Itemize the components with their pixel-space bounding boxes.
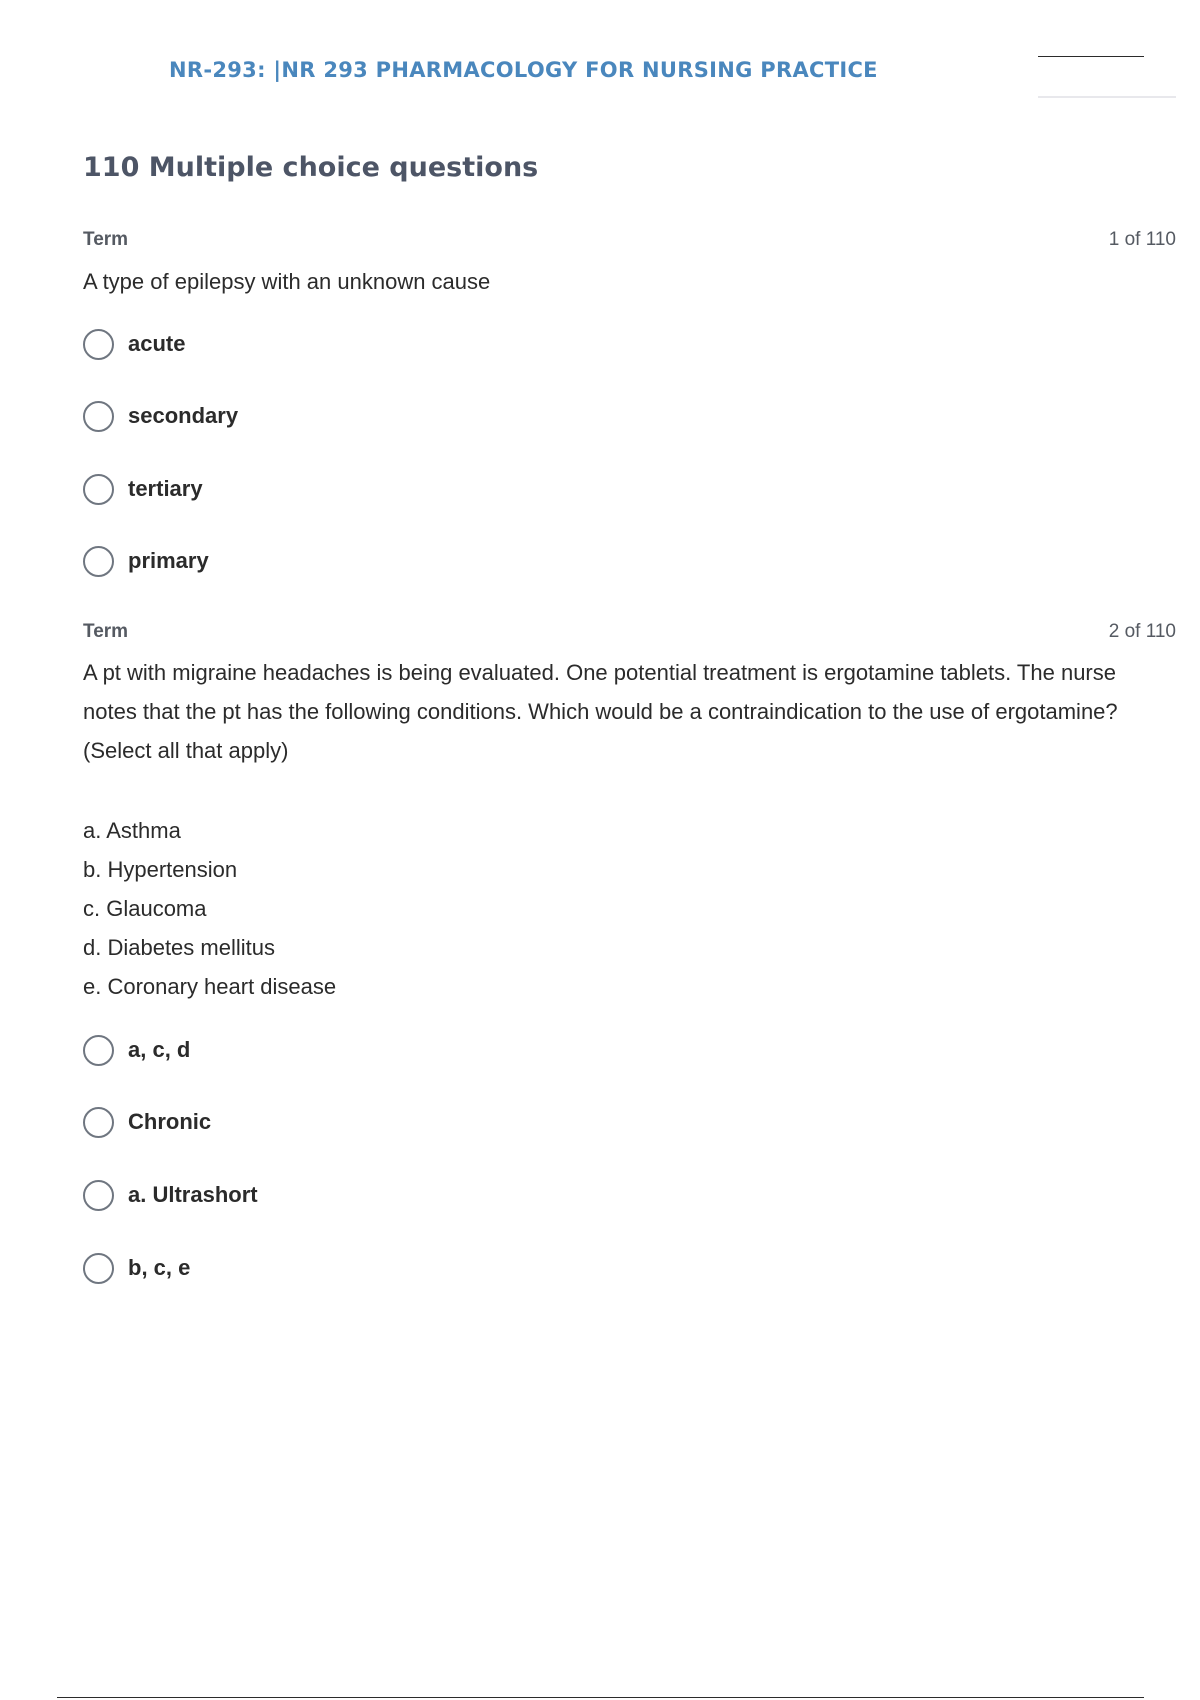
- question-2-term-label: Term: [83, 621, 129, 642]
- question-1-text: A type of epilepsy with an unknown cause: [83, 269, 491, 294]
- condition-item: c. Glaucoma: [83, 896, 207, 921]
- radio-button[interactable]: [83, 329, 114, 360]
- question-2-counter: 2 of 110: [1108, 621, 1176, 642]
- option-label: a. Ultrashort: [128, 1182, 258, 1207]
- footer-rule: [57, 1697, 1144, 1698]
- question-2-option-1[interactable]: [83, 1031, 190, 1069]
- condition-item: e. Coronary heart disease: [83, 974, 337, 999]
- radio-button[interactable]: [83, 1035, 114, 1066]
- radio-button[interactable]: [83, 1253, 114, 1284]
- question-1-option-3[interactable]: [83, 470, 203, 508]
- question-2-text: A pt with migraine headaches is being evaluated. One potential treatment is ergotamine tablets. The nurse notes that the pt has the following conditions. Which would be a contraindication to the use of ergotamine? (Select all that apply): [83, 660, 1118, 763]
- radio-button[interactable]: [83, 1107, 114, 1138]
- option-label: a, c, d: [128, 1037, 191, 1062]
- question-1-term-label: Term: [83, 229, 129, 250]
- question-1-option-4[interactable]: [83, 542, 209, 580]
- option-label: secondary: [128, 403, 239, 428]
- question-1-option-1[interactable]: [83, 325, 185, 363]
- option-label: tertiary: [128, 476, 203, 501]
- condition-item: a. Asthma: [83, 818, 181, 843]
- condition-item: b. Hypertension: [83, 857, 238, 882]
- radio-button[interactable]: [83, 1180, 114, 1211]
- radio-button[interactable]: [83, 474, 114, 505]
- question-2-option-2[interactable]: [83, 1103, 211, 1141]
- header-rule: [1038, 56, 1144, 57]
- document-header-title: NR-293: |NR 293 PHARMACOLOGY FOR NURSING PRACTICE: [169, 58, 878, 82]
- radio-button[interactable]: [83, 546, 114, 577]
- page-heading: 110 Multiple choice questions: [83, 152, 539, 183]
- question-1-counter: 1 of 110: [1108, 229, 1176, 250]
- header-rule-light: [1038, 96, 1176, 98]
- option-label: b, c, e: [128, 1255, 191, 1280]
- question-1-option-2[interactable]: [83, 397, 238, 435]
- radio-button[interactable]: [83, 401, 114, 432]
- condition-item: d. Diabetes mellitus: [83, 935, 275, 960]
- question-2-option-3[interactable]: [83, 1176, 258, 1214]
- question-2-option-4[interactable]: [83, 1249, 190, 1287]
- question-2-condition-list: [83, 811, 336, 1006]
- option-label: Chronic: [128, 1109, 212, 1134]
- option-label: acute: [128, 331, 186, 356]
- option-label: primary: [128, 548, 209, 573]
